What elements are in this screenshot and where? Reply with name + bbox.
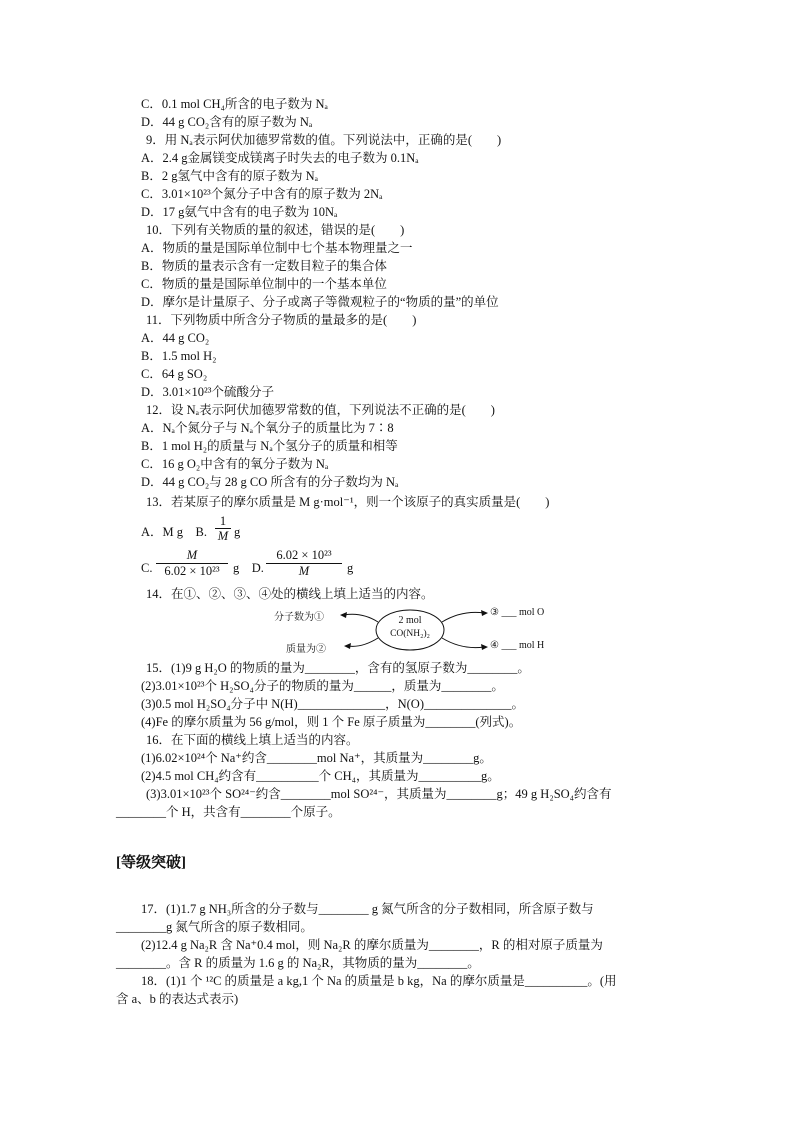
- q11-option-c: C．64 g SO₂: [141, 367, 208, 381]
- q12-option-d: D．44 g CO₂与 28 g CO 所含有的分子数均为 Nₐ: [141, 475, 399, 489]
- diagram-hydrogen-label: ④ ___ mol H: [490, 640, 545, 651]
- fraction-denominator: M: [266, 563, 342, 579]
- q10-option-c: C．物质的量是国际单位制中的一个基本单位: [141, 277, 387, 291]
- question-12: 12．设 Nₐ表示阿伏加德罗常数的值，下列说法不正确的是( ): [146, 403, 495, 417]
- option-9c: C．0.1 mol CH₄所含的电子数为 Nₐ: [141, 97, 328, 111]
- question-10: 10．下列有关物质的量的叙述，错误的是( ): [146, 223, 405, 237]
- q9-option-c: C．3.01×10²³个氮分子中含有的原子数为 2Nₐ: [141, 187, 383, 201]
- section-heading: [等级突破]: [116, 855, 186, 871]
- q16-part-3: (3)3.01×10²³个 SO²⁴⁻约含________mol SO²⁴⁻，其质量为________g；49 g H₂SO₄约含有: [146, 787, 612, 801]
- diagram-mass-label: 质量为②: [286, 644, 326, 655]
- question-14: 14．在①、②、③、④处的横线上填上适当的内容。: [146, 587, 434, 601]
- q9-option-a: A．2.4 g金属镁变成镁离子时失去的电子数为 0.1Nₐ: [141, 151, 419, 165]
- q12-option-a: A．Nₐ个氮分子与 Nₐ个氧分子的质量比为 7∶8: [141, 421, 394, 435]
- fraction-denominator: M: [215, 528, 231, 544]
- q17-part-1-continued: ________g 氮气所含的原子数相同。: [116, 920, 313, 934]
- q17-part-2: (2)12.4 g Na₂R 含 Na⁺0.4 mol，则 Na₂R 的摩尔质量为________，R 的相对原子质量为: [141, 938, 603, 952]
- q10-option-a: A．物质的量是国际单位制中七个基本物理量之一: [141, 241, 413, 255]
- diagram-center-amount: 2 mol: [398, 615, 422, 626]
- q13-c-fraction: [156, 548, 228, 579]
- question-11: 11．下列物质中所含分子物质的量最多的是( ): [146, 313, 417, 327]
- q13-d-fraction: [266, 548, 342, 579]
- question-16: 16．在下面的横线上填上适当的内容。: [146, 733, 359, 747]
- q15-part-4: (4)Fe 的摩尔质量为 56 g/mol，则 1 个 Fe 原子质量为________(列式)。: [141, 715, 522, 729]
- q11-option-d: D．3.01×10²³个硫酸分子: [141, 385, 274, 399]
- question-18: 18．(1)1 个 ¹²C 的质量是 a kg,1 个 Na 的质量是 b kg，Na 的摩尔质量是__________。(用: [141, 974, 617, 988]
- q12-option-b: B．1 mol H₂的质量与 Nₐ个氢分子的质量和相等: [141, 439, 398, 453]
- fraction-numerator: M: [186, 548, 198, 562]
- q15-part-2: (2)3.01×10²³个 H₂SO₄分子的物质的量为______，质量为________。: [141, 679, 504, 693]
- q13-option-ab: A．M g B.: [141, 525, 207, 539]
- fraction-denominator: 6.02 × 10²³: [156, 563, 228, 579]
- q13-d-unit: g: [347, 561, 354, 575]
- q16-part-3-continued: ________个 H，共含有________个原子。: [116, 805, 341, 819]
- q11-option-a: A．44 g CO₂: [141, 331, 210, 345]
- question-15: 15．(1)9 g H₂O 的物质的量为________，含有的氢原子数为________。: [146, 661, 530, 675]
- q11-option-b: B．1.5 mol H₂: [141, 349, 217, 363]
- q13-b-unit: g: [234, 525, 241, 539]
- diagram-center-formula: CO(NH₂)₂: [390, 629, 430, 639]
- q13-option-c-label: C.: [141, 561, 153, 575]
- diagram-oxygen-label: ③ ___ mol O: [490, 607, 545, 618]
- q9-option-d: D．17 g氨气中含有的电子数为 10Nₐ: [141, 205, 338, 219]
- option-9d: D．44 g CO₂含有的原子数为 Nₐ: [141, 115, 313, 129]
- q9-option-b: B．2 g氢气中含有的原子数为 Nₐ: [141, 169, 319, 183]
- q18-part-1-continued: 含 a、b 的表达式表示): [116, 992, 239, 1006]
- q10-option-b: B．物质的量表示含有一定数目粒子的集合体: [141, 259, 387, 273]
- q13-b-fraction: [215, 514, 231, 544]
- q13-option-d-label: g D.: [233, 561, 264, 575]
- q15-part-3: (3)0.5 mol H₂SO₄分子中 N(H)______________，N(O)______________。: [141, 697, 525, 711]
- question-9: 9．用 Nₐ表示阿伏加德罗常数的值。下列说法中，正确的是( ): [146, 133, 502, 147]
- fraction-numerator: 1: [219, 514, 227, 528]
- q17-part-2-continued: ________。含 R 的质量为 1.6 g 的 Na₂R，其物质的量为________。: [116, 956, 480, 970]
- fraction-numerator: 6.02 × 10²³: [276, 548, 332, 562]
- q12-option-c: C．16 g O₂中含有的氧分子数为 Nₐ: [141, 457, 329, 471]
- q16-part-1: (1)6.02×10²⁴个 Na⁺约含________mol Na⁺，其质量为________g。: [141, 751, 492, 765]
- mole-conversion-diagram: [262, 604, 562, 656]
- q16-part-2: (2)4.5 mol CH₄约含有__________个 CH₄，其质量为__________g。: [141, 769, 500, 783]
- q10-option-d: D．摩尔是计量原子、分子或离子等微观粒子的“物质的量”的单位: [141, 295, 499, 309]
- diagram-molecule-count-label: 分子数为①: [274, 612, 324, 623]
- question-13: 13．若某原子的摩尔质量是 M g·mol⁻¹，则一个该原子的真实质量是( ): [146, 495, 550, 509]
- question-17: 17．(1)1.7 g NH₃所含的分子数与________ g 氮气所含的分子数相同，所含原子数与: [141, 902, 594, 916]
